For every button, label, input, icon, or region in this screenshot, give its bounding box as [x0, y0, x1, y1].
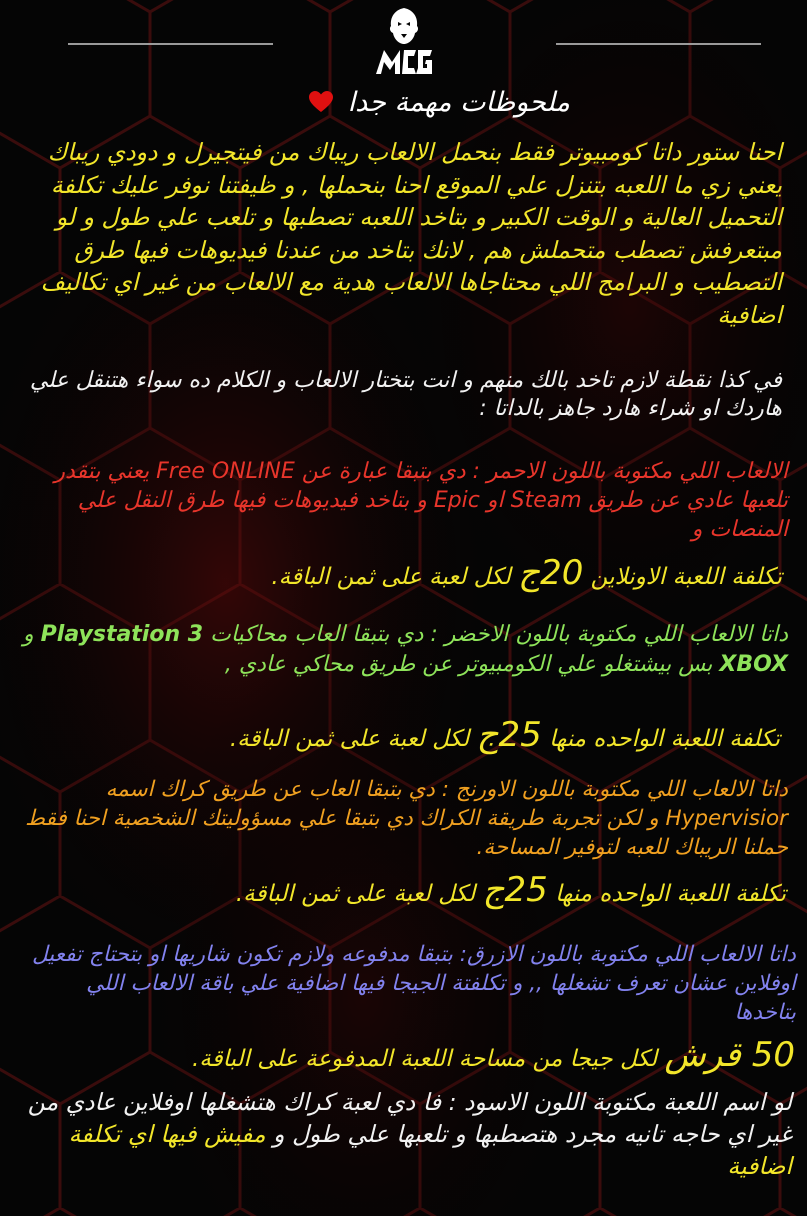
blue-price-line: [20, 1035, 795, 1076]
green-text-start: داتا الالعاب اللي مكتوبة باللون الاخضر : دي بتبقا العاب محاكيات: [210, 622, 788, 647]
red-price-line: [20, 553, 782, 594]
divider-right: [556, 43, 761, 45]
point-paragraph: في كذا نقطة لازم تاخد بالك منهم و انت بتختار الالعاب و الكلام ده سواء هتنقل علي هاردك او شراء هارد جاهز بالداتا :: [29, 368, 782, 421]
price-label: تكلفة اللعبة الواحده منها: [549, 726, 780, 752]
price-value: 20ج: [518, 553, 584, 593]
price-suffix: لكل لعبة على ثمن الباقة.: [229, 726, 470, 752]
price-value: 25ج: [476, 715, 542, 755]
price-suffix: لكل جيجا من مساحة اللعبة المدفوعة على الباقة.: [191, 1046, 658, 1072]
price-value: 50 قرش: [664, 1035, 795, 1075]
page-title: ملحوظات مهمة جدا: [347, 86, 570, 118]
playstation-label: Playstation 3: [40, 622, 204, 647]
divider-left: [68, 43, 273, 45]
intro-paragraph: احنا ستور داتا كومبيوتر فقط بنحمل الالعاب ريباك من فيتجيرل و دودي ريباك يعني زي ما اللعبه بتنزل علي الموقع احنا بنحملها , و ظيفتنا نوفر عليك تكلفة التحميل العالية و الوقت الكبير و بتاخد اللعبه تصطبها و تلعب علي طول و لو مبتعرفش تصطب متحملش هم , لانك بتاخد من عندنا فيديوهات فيها طرق التصطيب و البرامج اللي محتاجاها الالعاب هدية مع الالعاب من غير اي تكاليف اضافية: [40, 138, 782, 329]
black-note-text: لو اسم اللعبة مكتوبة اللون الاسود : فا دي لعبة كراك هتشغلها اوفلاين عادي من غير اي حاجه تانيه مجرد هتصطبها و تلعبها علي طول و: [27, 1088, 792, 1148]
orange-price-line: [20, 870, 786, 911]
price-suffix: لكل لعبة على ثمن الباقة.: [235, 881, 476, 907]
orange-games-note: داتا الالعاب اللي مكتوبة باللون الاورنج : دي بتبقا العاب عن طريق كراك اسمه Hypervisior و لكن تجربة طريقة الكراك دي بتبقا علي مسؤوليتك الشخصية احنا فقط حملنا الريباك للعبه لتوفير المساحة.: [25, 777, 788, 860]
blue-games-note: داتا الالعاب اللي مكتوبة باللون الازرق: بتبقا مدفوعه ولازم تكون شاريها او بتحتاج تفعيل اوفلاين عشان تعرف تشغلها ,, و تكلفتة الجيجا فيها اضافية علي باقة الالعاب اللي بتاخدها: [32, 942, 796, 1025]
green-games-note: [20, 620, 788, 680]
no-extra-cost-text: مفيش فيها اي تكلفة اضافية: [68, 1120, 792, 1180]
red-games-note: الالعاب اللي مكتوبة باللون الاحمر : دي بتبقا عبارة عن Free ONLINE يعني بتقدر تلعبها عادي عن طريق Steam او Epic و بتاخد فيديوهات فيها طرق النقل علي المنصات و: [54, 459, 788, 542]
green-text-end: بس بيشتغلو علي الكومبيوتر عن طريق محاكي عادي ,: [224, 652, 713, 677]
price-suffix: لكل لعبة على ثمن الباقة.: [271, 564, 511, 590]
xbox-label: XBOX: [719, 652, 788, 677]
title-row: [240, 84, 570, 120]
green-and: و: [23, 622, 34, 647]
price-label: تكلفة اللعبة الواحده منها: [555, 881, 786, 907]
lion-head-icon: [390, 8, 418, 44]
brand-logo: [370, 6, 438, 76]
price-value: 25ج: [482, 870, 548, 910]
price-label: تكلفة اللعبة الاونلاين: [590, 564, 782, 590]
black-games-note: [10, 1086, 792, 1182]
heart-icon: [308, 90, 334, 114]
green-price-line: [20, 715, 780, 756]
